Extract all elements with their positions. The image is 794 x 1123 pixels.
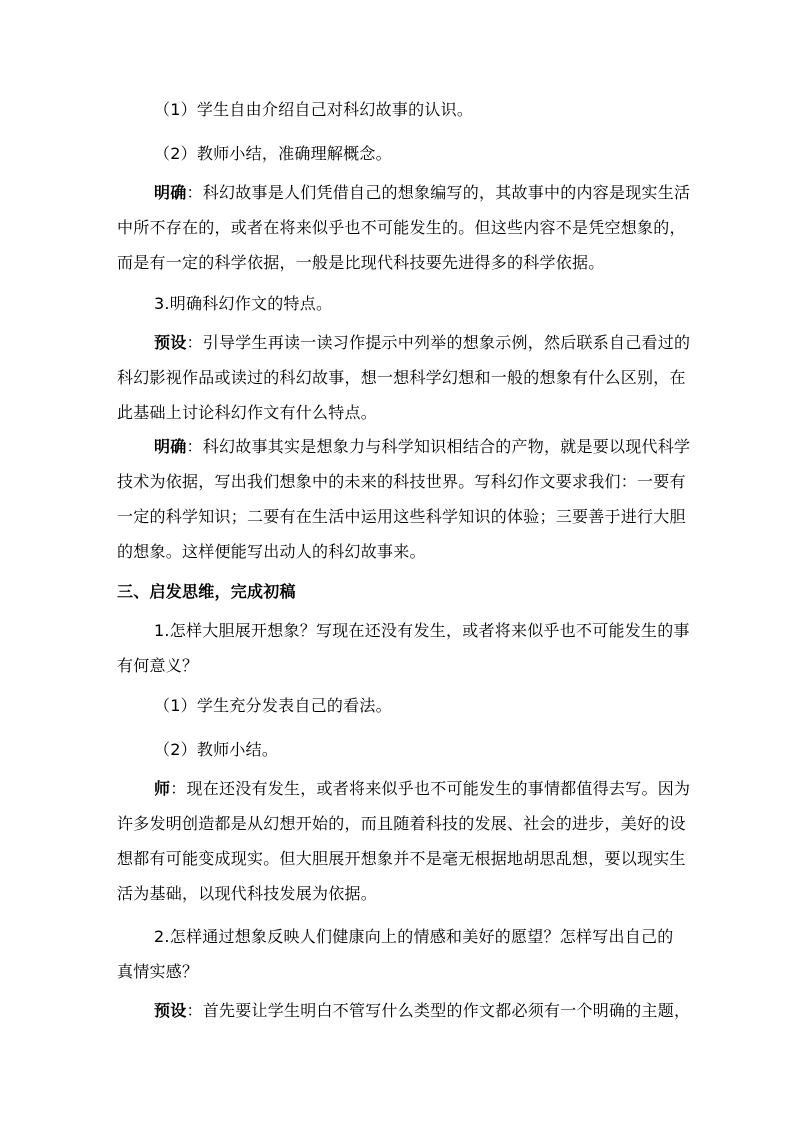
line-text: 有何意义？ (117, 656, 199, 675)
line-text: ：现在还没有发生，或者将来似乎也不可能发生的事情都值得去写。因为 (170, 779, 691, 798)
line-text: （1）学生充分发表自己的看法。 (154, 696, 392, 715)
paragraph-line (117, 814, 686, 834)
line-text: 一定的科学知识；二要有在生活中运用这些科学知识的体验；三要善于进行大胆 (117, 507, 686, 526)
paragraph-line (117, 507, 686, 527)
paragraph-line (154, 437, 690, 457)
line-text: ：科幻故事是人们凭借自己的想象编写的，其故事中的内容是现实生活 (186, 183, 691, 202)
text-line (154, 100, 473, 120)
paragraph-line (117, 403, 377, 423)
line-text: ：引导学生再读一读习作提示中列举的想象示例，然后联系自己看过的 (186, 333, 691, 352)
line-text: 中所不存在的，或者在将来似乎也不可能发生的。但这些内容不是凭空想象的， (117, 218, 686, 237)
line-text: 3.明确科幻作文的特点。 (154, 294, 333, 313)
text-line (154, 696, 392, 716)
paragraph-line (117, 253, 605, 273)
line-text: 真情实感？ (117, 962, 199, 981)
line-text: 而是有一定的科学依据，一般是比现代科技要先进得多的科学依据。 (117, 253, 605, 272)
paragraph-label: 师 (154, 779, 171, 798)
line-text: 活为基础，以现代科技发展为依据。 (117, 884, 378, 903)
paragraph-line (117, 849, 686, 869)
line-text: 此基础上讨论科幻作文有什么特点。 (117, 403, 378, 422)
line-text: 2.怎样通过想象反映人们健康向上的情感和美好的愿望？怎样写出自己的 (154, 927, 674, 946)
text-line (154, 740, 278, 760)
paragraph-line (154, 779, 690, 799)
line-text: 想都有可能变成现实。但大胆展开想象并不是毫无根据地胡思乱想，要以现实生 (117, 849, 686, 868)
paragraph-label: 明确 (154, 183, 187, 202)
paragraph-line (117, 542, 426, 562)
line-text: ：科幻故事其实是想象力与科学知识相结合的产物，就是要以现代科学 (186, 437, 691, 456)
paragraph-line (154, 927, 674, 947)
paragraph-line (154, 621, 690, 641)
paragraph-line (117, 368, 686, 388)
line-text: ：首先要让学生明白不管写什么类型的作文都必须有一个明确的主题， (186, 1001, 691, 1020)
section-heading (117, 582, 296, 602)
paragraph-line (117, 218, 686, 238)
line-text: 许多发明创造都是从幻想开始的，而且随着科技的发展、社会的进步，美好的设 (117, 814, 686, 833)
line-text: （2）教师小结。 (154, 740, 279, 759)
line-text: 科幻影视作品或读过的科幻故事，想一想科学幻想和一般的想象有什么区别，在 (117, 368, 686, 387)
paragraph-line (154, 183, 690, 203)
paragraph-label: 明确 (154, 437, 187, 456)
paragraph-label: 预设 (154, 333, 187, 352)
text-line (154, 294, 332, 314)
line-text: 的想象。这样便能写出动人的科幻故事来。 (117, 542, 426, 561)
paragraph-line (117, 884, 377, 904)
paragraph-label: 预设 (154, 1001, 187, 1020)
paragraph-line (154, 1001, 690, 1021)
paragraph-line (117, 962, 198, 982)
paragraph-line (154, 333, 690, 353)
line-text: 技术为依据，写出我们想象中的未来的科技世界。写科幻作文要求我们：一要有 (117, 472, 686, 491)
line-text: 1.怎样大胆展开想象？写现在还没有发生，或者将来似乎也不可能发生的事 (154, 621, 690, 640)
paragraph-line (117, 472, 686, 492)
heading-text: 三、启发思维，完成初稿 (117, 582, 296, 601)
paragraph-line (117, 656, 198, 676)
line-text: （2）教师小结，准确理解概念。 (154, 144, 392, 163)
line-text: （1）学生自由介绍自己对科幻故事的认识。 (154, 100, 474, 119)
text-line (154, 144, 392, 164)
